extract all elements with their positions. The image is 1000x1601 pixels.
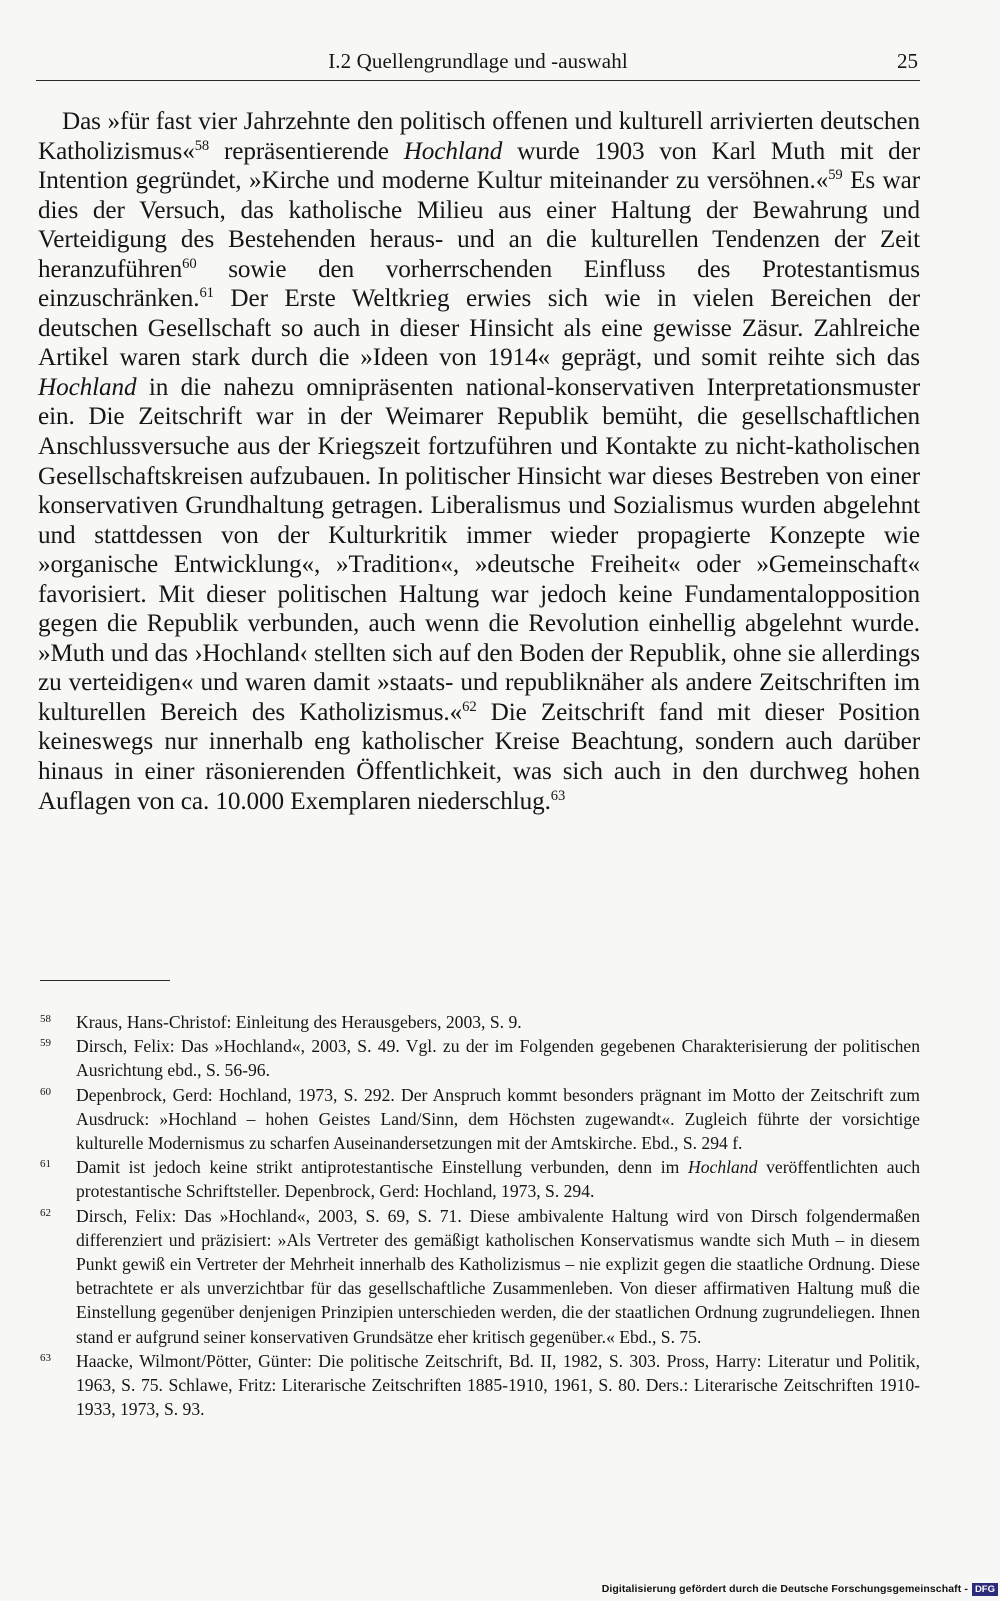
text-run: Die Zeitschrift fand mit dieser Position keineswegs nur innerhalb eng katholischer Kreise Beachtung, sondern auch darüber hinaus in einer räsonierenden Öffentlichkeit, was sich auch in den durchweg hohen Auflagen von ca. 10.000 Exemplaren niederschlug. [38, 698, 920, 815]
body-paragraph [38, 107, 920, 816]
footnote [40, 1034, 920, 1082]
footnote-ref-63: 63 [550, 787, 566, 804]
footnotes [40, 1010, 920, 1421]
footnote-ref-58: 58 [194, 137, 210, 154]
text-run: Das »für fast vier Jahrzehnte den politisch offenen und kulturell arrivierten deutschen Katholizismus« [38, 108, 920, 165]
body-text [38, 107, 920, 816]
footnote-text: Haacke, Wilmont/Pötter, Günter: Die politische Zeitschrift, Bd. II, 1982, S. 303. Pross, Harry: Literatur und Politik, 1963, S. 75. Schlawe, Fritz: Literarische Zeitschriften 1885-1910, 1961, S. 80. Ders.: Literarische Zeitschriften 1910-1933, 1973, S. 93. [76, 1350, 920, 1420]
footnote-ref-61: 61 [199, 285, 214, 302]
digitization-credit: Digitalisierung gefördert durch die Deutsche Forschungsgemeinschaft - [601, 1583, 968, 1595]
dfg-logo: DFG [972, 1583, 998, 1596]
text-run: in die nahezu omnipräsenten national-konservativen Interpretationsmuster ein. Die Zeitschrift war in der Weimarer Republik bemüht, die gesellschaftlichen Anschlussversuche aus der Kriegszeit fortzuführen und Kontakte zu nicht-katholischen Gesellschaftskreisen aufzubauen. In politischer Hinsicht war dieses Bestreben von einer konservativen Grundhaltung getragen. Liberalismus und Sozialismus wurden abgelehnt und stattdessen von der Kulturkritik immer wieder propagierte Konzepte wie »organische Entwicklung«, »Tradition«, »deutsche Freiheit« oder »Gemeinschaft« favorisiert. Mit dieser politischen Haltung war jedoch keine Fundamentalopposition gegen die Republik verbunden, auch wenn die Revolution einhellig abgelehnt wurde. »Muth und das ›Hochland‹ stellten sich auf den Boden der Republik, ohne sie allerdings zu verteidigen« und waren damit »staats- und republiknäher als andere Zeitschriften im kulturellen Bereich des Katholizismus.« [38, 373, 920, 726]
text-run: veröffentlichten auch protestantische Schriftsteller. Depenbrock, Gerd: Hochland, 1973, S. 294. [76, 1157, 921, 1202]
footnote-number: 59 [40, 1037, 51, 1050]
footnote [40, 1349, 920, 1422]
text-run: Damit ist jedoch keine strikt antiprotestantische Einstellung verbunden, denn im [76, 1157, 689, 1178]
footnote-text [76, 1155, 920, 1203]
section-title: I.2 Quellengrundlage und -auswahl [328, 49, 628, 73]
page-number: 25 [897, 49, 918, 73]
footnote-number: 61 [40, 1158, 51, 1171]
footnote-text: Kraus, Hans-Christof: Einleitung des Herausgebers, 2003, S. 9. [76, 1012, 522, 1032]
footnote-ref-62: 62 [462, 698, 477, 715]
text-run: Es war dies der Versuch, das katholische Milieu aus einer Haltung der Bewahrung und Verteidigung des Bestehenden heraus- und an die kulturellen Tendenzen der Zeit heranzuführen [38, 167, 920, 283]
footnote-text: Dirsch, Felix: Das »Hochland«, 2003, S. 49. Vgl. zu der im Folgenden gegebenen Charakterisierung der politischen Ausrichtung ebd., S. 56-96. [76, 1036, 920, 1081]
footnote-number: 62 [40, 1206, 51, 1219]
footnote [40, 1155, 920, 1203]
footnote-text: Depenbrock, Gerd: Hochland, 1973, S. 292. Der Anspruch kommt besonders prägnant im Motto der Zeitschrift zum Ausdruck: »Hochland – hohen Geistes Land/Sinn, dem Höchsten zugewandt«. Zugleich führte der vorsichtige kulturelle Modernismus zu scharfen Auseinandersetzungen mit der Amtskirche. Ebd., S. 294 f. [76, 1084, 920, 1154]
journal-title: Hochland [688, 1157, 758, 1178]
text-run: sowie den vorherrschenden Einfluss des Protestantismus einzuschränken. [38, 255, 920, 313]
journal-title: Hochland [403, 137, 503, 165]
text-run: wurde 1903 von Karl Muth mit der Intention gegründet, »Kirche und moderne Kultur miteinander zu versöhnen.« [38, 137, 920, 195]
footnote [40, 1010, 920, 1034]
footnote-number: 60 [40, 1085, 51, 1098]
footnote-number: 58 [40, 1013, 51, 1025]
footnote-separator [40, 980, 170, 981]
text-run: Der Erste Weltkrieg erwies sich wie in vielen Bereichen der deutschen Gesellschaft so auch in dieser Hinsicht als eine gewisse Zäsur. Zahlreiche Artikel waren stark durch die »Ideen von 1914« geprägt, und somit reihte sich das [38, 285, 920, 372]
running-header [36, 46, 920, 81]
footnote [40, 1204, 920, 1349]
text-run: repräsentierende [209, 137, 404, 165]
footnote-number: 63 [40, 1351, 51, 1364]
footnote-text: Dirsch, Felix: Das »Hochland«, 2003, S. 69, S. 71. Diese ambivalente Haltung wird von Dirsch folgendermaßen differenziert und präzisiert: »Als Vertreter des gemäßigt katholischen Konservatismus wandte sich Muth – in diesem Punkt gewiß ein Vertreter der Mehrheit innerhalb des Katholizismus – nie explizit gegen die staatliche Ordnung. Diese betrachtete er als unverzichtbar für das gesellschaftliche Zusammenleben. Von dieser affirmativen Haltung muß die Einstellung gegenüber denjenigen Prinzipien unterschieden werden, die der staatlichen Ordnung zugrundeliegen. Ihnen stand er aufgrund seiner konservativen Grundsätze eher kritisch gegenüber.« Ebd., S. 75. [76, 1205, 920, 1347]
footnote [40, 1083, 920, 1156]
journal-title: Hochland [38, 373, 137, 401]
footnote-ref-59: 59 [828, 167, 843, 184]
footnote-ref-60: 60 [182, 255, 197, 272]
